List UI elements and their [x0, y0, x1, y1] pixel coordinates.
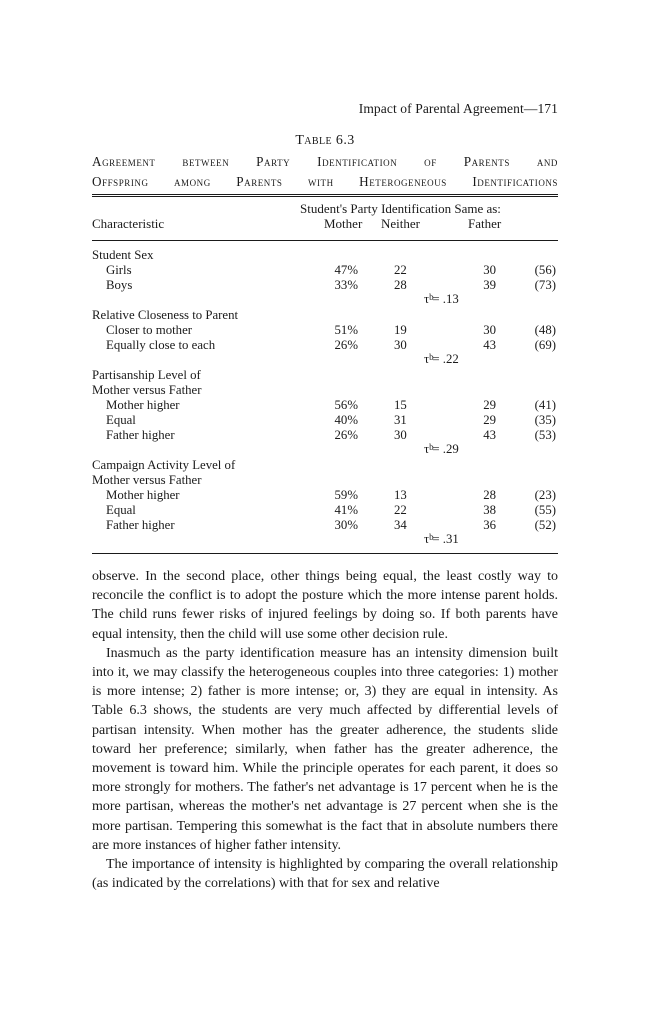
row-label: Girls	[106, 263, 132, 277]
column-header-neither: Neither	[381, 216, 420, 231]
row-label: Father higher	[106, 518, 175, 532]
tau-row	[0, 442, 650, 457]
table-top-rule-double	[92, 196, 558, 197]
row-label: Closer to mother	[106, 323, 193, 337]
cell-mother: 26%	[334, 428, 358, 442]
tau-row	[0, 532, 650, 547]
cell-neither: 30	[394, 428, 407, 442]
table-row	[0, 278, 650, 293]
cell-n: (69)	[534, 338, 556, 352]
tau-symbol: τ	[424, 532, 430, 546]
cell-neither: 13	[394, 488, 407, 502]
tau-subscript: b	[429, 352, 434, 362]
tau-value: = .29	[432, 442, 459, 456]
body-text	[92, 567, 558, 893]
table-header-rule	[92, 240, 558, 241]
column-header-characteristic: Characteristic	[92, 216, 165, 231]
cell-n: (35)	[534, 413, 556, 427]
cell-mother: 33%	[334, 278, 358, 292]
group-heading-row	[0, 473, 650, 488]
cell-mother: 59%	[334, 488, 358, 502]
cell-n: (73)	[534, 278, 556, 292]
row-label: Mother higher	[106, 488, 180, 502]
table-title-line: Agreement between Party Identification of Parents and	[92, 154, 558, 169]
row-label: Father higher	[106, 428, 175, 442]
cell-neither: 28	[394, 278, 407, 292]
cell-n: (56)	[534, 263, 556, 277]
group-heading: Campaign Activity Level of	[92, 458, 236, 472]
cell-n: (55)	[534, 503, 556, 517]
cell-neither: 30	[394, 338, 407, 352]
table-label: Table 6.3	[295, 133, 355, 148]
cell-mother: 47%	[334, 263, 358, 277]
table-bottom-rule	[92, 553, 558, 554]
table-row	[0, 323, 650, 338]
group-heading: Partisanship Level of	[92, 368, 201, 382]
tau-value: = .31	[432, 532, 459, 546]
cell-mother: 30%	[334, 518, 358, 532]
cell-mother: 41%	[334, 503, 358, 517]
table-row	[0, 263, 650, 278]
cell-father: 43	[483, 338, 496, 352]
tau-symbol: τ	[424, 292, 430, 306]
table-row	[0, 338, 650, 353]
row-label: Mother higher	[106, 398, 180, 412]
cell-neither: 31	[394, 413, 407, 427]
cell-father: 29	[483, 398, 496, 412]
cell-n: (41)	[534, 398, 556, 412]
table-row	[0, 503, 650, 518]
cell-neither: 15	[394, 398, 407, 412]
cell-n: (48)	[534, 323, 556, 337]
row-label: Equal	[106, 413, 136, 427]
group-heading: Student Sex	[92, 248, 154, 262]
cell-father: 39	[483, 278, 496, 292]
cell-father: 38	[483, 503, 496, 517]
cell-mother: 40%	[334, 413, 358, 427]
cell-father: 30	[483, 263, 496, 277]
tau-subscript: b	[429, 532, 434, 542]
running-head: Impact of Parental Agreement—171	[358, 101, 558, 116]
body-paragraph: Inasmuch as the party identification measure has an intensity dimension built into it, we may classify the heterogeneous couples into three categories: 1) mother is more intense; 2) father is more intense; or, 3) they are equal in intensity. As Table 6.3 shows, the students are very much affected by differential levels of partisan intensity. When mother has the greater adherence, the students slide toward her preference; similarly, when father has the greater adherence, the movement is toward him. While the principle operates for each parent, it does so more strongly for mothers. The father's net advantage is 17 percent when he is the more partisan, whereas the mother's net advantage is 27 percent when she is the more partisan. Tempering this somewhat is the fact that in absolute numbers there are more instances of higher father intensity.	[92, 645, 558, 853]
table-row	[0, 398, 650, 413]
cell-father: 43	[483, 428, 496, 442]
cell-mother: 56%	[334, 398, 358, 412]
tau-value: = .13	[432, 292, 459, 306]
tau-row	[0, 292, 650, 307]
tau-statistic	[424, 442, 459, 457]
tau-subscript: b	[429, 442, 434, 452]
table-title	[92, 152, 558, 192]
cell-neither: 22	[394, 503, 407, 517]
tau-symbol: τ	[424, 442, 430, 456]
table-row	[0, 488, 650, 503]
table-row	[0, 518, 650, 533]
tau-row	[0, 352, 650, 367]
body-paragraph: The importance of intensity is highlighted by comparing the overall relationship (as indicated by the correlations) with that for sex and relative	[92, 857, 558, 892]
cell-father: 30	[483, 323, 496, 337]
group-heading-row	[0, 308, 650, 323]
table-row	[0, 428, 650, 443]
cell-mother: 51%	[334, 323, 358, 337]
cell-n: (23)	[534, 488, 556, 502]
table-top-rule	[92, 194, 558, 195]
cell-neither: 22	[394, 263, 407, 277]
group-heading-row	[0, 248, 650, 263]
column-group-header: Student's Party Identification Same as:	[300, 201, 501, 216]
group-heading-row	[0, 458, 650, 473]
group-heading: Mother versus Father	[92, 473, 202, 487]
table-row	[0, 413, 650, 428]
body-paragraph: observe. In the second place, other things being equal, the least costly way to reconcile the conflict is to adopt the posture which the more intense parent holds. The child runs fewer risks of injured feelings by doing so. If both parents have equal intensity, then the child will use some other decision rule.	[92, 569, 558, 642]
tau-statistic	[424, 352, 459, 367]
cell-father: 36	[483, 518, 496, 532]
group-heading: Relative Closeness to Parent	[92, 308, 239, 322]
cell-father: 29	[483, 413, 496, 427]
column-header-father: Father	[468, 216, 502, 231]
group-heading-row	[0, 383, 650, 398]
row-label: Equally close to each	[106, 338, 216, 352]
cell-father: 28	[483, 488, 496, 502]
tau-value: = .22	[432, 352, 459, 366]
tau-symbol: τ	[424, 352, 430, 366]
table-title-line: Offspring among Parents with Heterogeneous Identifications	[92, 174, 558, 189]
tau-statistic	[424, 292, 459, 307]
row-label: Equal	[106, 503, 136, 517]
column-header-mother: Mother	[324, 216, 363, 231]
cell-mother: 26%	[334, 338, 358, 352]
cell-n: (52)	[534, 518, 556, 532]
row-label: Boys	[106, 278, 133, 292]
tau-statistic	[424, 532, 459, 547]
cell-neither: 19	[394, 323, 407, 337]
cell-n: (53)	[534, 428, 556, 442]
group-heading-row	[0, 368, 650, 383]
group-heading: Mother versus Father	[92, 383, 202, 397]
cell-neither: 34	[394, 518, 407, 532]
tau-subscript: b	[429, 292, 434, 302]
